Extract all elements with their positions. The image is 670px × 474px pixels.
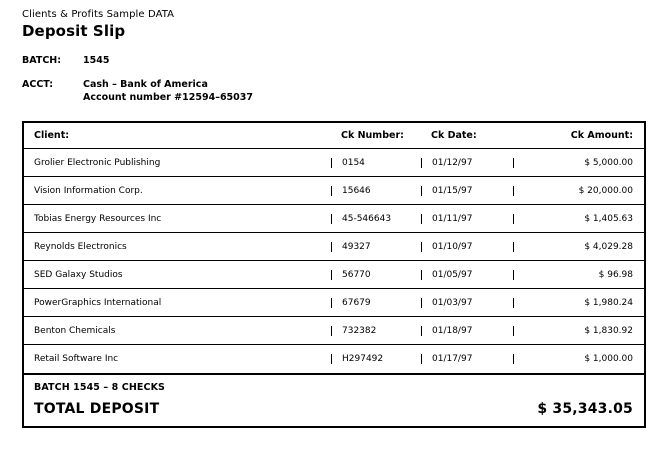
cell-ck-amount: $ 96.98 [513, 270, 644, 280]
batch-value: 1545 [83, 55, 110, 66]
table-row [24, 149, 644, 177]
total-deposit-value: $ 35,343.05 [537, 401, 633, 417]
cell-client: Vision Information Corp. [34, 185, 143, 196]
table-row [24, 233, 644, 261]
cell-ck-number: 49327 [331, 242, 421, 252]
document-masthead [22, 8, 174, 40]
table-row [24, 317, 644, 345]
batch-summary-text: BATCH 1545 – 8 CHECKS [34, 382, 165, 393]
acct-bank-name: Cash – Bank of America [83, 79, 208, 90]
cell-client: Retail Software Inc [34, 354, 119, 364]
cell-ck-number: 15646 [331, 186, 421, 196]
cell-ck-amount: $ 5,000.00 [513, 158, 644, 168]
table-row [24, 261, 644, 289]
column-header-ck-date: Ck Date: [431, 130, 477, 141]
cell-ck-number: 0154 [331, 158, 421, 168]
cell-ck-number: 56770 [331, 270, 421, 280]
cell-ck-number: 732382 [331, 326, 421, 336]
acct-label: ACCT: [22, 79, 54, 90]
table-body [24, 149, 644, 375]
deposit-meta-block [22, 54, 253, 104]
batch-label: BATCH: [22, 55, 62, 66]
cell-client: Grolier Electronic Publishing [34, 157, 161, 168]
cell-ck-amount: $ 1,405.63 [513, 214, 644, 224]
cell-ck-amount: $ 1,830.92 [513, 326, 644, 336]
cell-ck-number: 45-546643 [331, 214, 421, 224]
cell-ck-amount: $ 1,980.24 [513, 298, 644, 308]
cell-ck-date: 01/05/97 [421, 270, 513, 280]
cell-ck-amount: $ 1,000.00 [513, 354, 644, 364]
cell-client: PowerGraphics International [34, 297, 162, 308]
table-row [24, 345, 644, 373]
batch-value-group [83, 54, 109, 68]
cell-ck-number: H297492 [331, 354, 421, 364]
total-deposit-row [34, 401, 633, 417]
column-header-ck-number: Ck Number: [341, 130, 404, 141]
cell-ck-date: 01/17/97 [421, 354, 513, 364]
batch-meta-row [22, 54, 253, 68]
cell-ck-date: 01/15/97 [421, 186, 513, 196]
acct-account-number: Account number #12594–65037 [83, 92, 253, 103]
table-header-row [24, 123, 644, 149]
cell-client: Reynolds Electronics [34, 241, 127, 252]
cell-ck-date: 01/03/97 [421, 298, 513, 308]
cell-client: Benton Chemicals [34, 325, 116, 336]
acct-meta-row [22, 78, 253, 104]
table-row [24, 177, 644, 205]
deposit-totals-footer [24, 375, 644, 426]
acct-value-group [83, 78, 253, 104]
table-row [24, 289, 644, 317]
cell-ck-number: 67679 [331, 298, 421, 308]
total-deposit-label: TOTAL DEPOSIT [34, 401, 160, 417]
cell-ck-date: 01/18/97 [421, 326, 513, 336]
cell-client: SED Galaxy Studios [34, 269, 123, 280]
cell-ck-amount: $ 20,000.00 [513, 186, 644, 196]
organization-line: Clients & Profits Sample DATA [22, 9, 175, 20]
cell-ck-amount: $ 4,029.28 [513, 242, 644, 252]
deposit-checks-table [22, 121, 646, 428]
cell-ck-date: 01/10/97 [421, 242, 513, 252]
cell-client: Tobias Energy Resources Inc [34, 213, 162, 224]
column-header-client: Client: [34, 130, 70, 141]
cell-ck-date: 01/12/97 [421, 158, 513, 168]
page-title: Deposit Slip [22, 22, 126, 40]
column-header-ck-amount: Ck Amount: [570, 130, 633, 141]
table-row [24, 205, 644, 233]
cell-ck-date: 01/11/97 [421, 214, 513, 224]
